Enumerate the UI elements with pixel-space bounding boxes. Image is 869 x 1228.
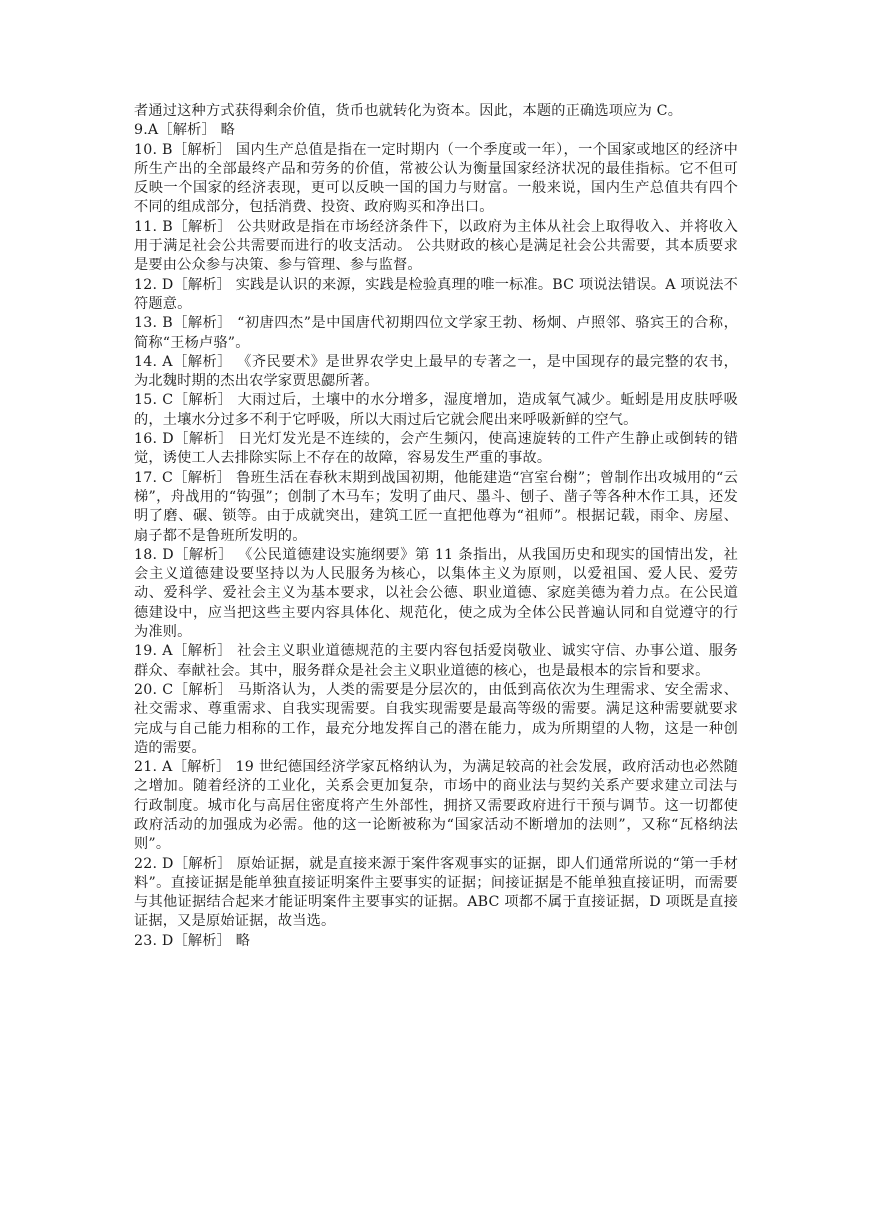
document-page	[134, 102, 738, 951]
answer-item-12: 12. D［解析］ 实践是认识的来源，实践是检验真理的唯一标准。BC 项说法错误。A 项说法不符题意。	[134, 276, 738, 312]
answer-item-10: 10. B［解析］ 国内生产总值是指在一定时期内（一个季度或一年），一个国家或地区的经济中所生产出的全部最终产品和劳务的价值，常被公认为衡量国家经济状况的最佳指标。它不但可反映一个国家的经济表现，更可以反映一国的国力与财富。一般来说，国内生产总值共有四个不同的组成部分，包括消费、投资、政府购买和净出口。	[134, 141, 738, 216]
answer-item-22: 22. D［解析］ 原始证据，就是直接来源于案件客观事实的证据，即人们通常所说的“第一手材料”。直接证据是能单独直接证明案件主要事实的证据；间接证据是不能单独直接证明，而需要与其他证据结合起来才能证明案件主要事实的证据。ABC 项都不属于直接证据，D 项既是直接证据，又是原始证据，故当选。	[134, 855, 738, 930]
answer-item-23: 23. D［解析］ 略	[134, 932, 251, 949]
answer-item-15: 15. C［解析］ 大雨过后，土壤中的水分增多，湿度增加，造成氧气减少。蚯蚓是用皮肤呼吸的，土壤水分过多不利于它呼吸，所以大雨过后它就会爬出来呼吸新鲜的空气。	[134, 392, 738, 428]
answer-item-21: 21. A［解析］ 19 世纪德国经济学家瓦格纳认为，为满足较高的社会发展，政府活动也必然随之增加。随着经济的工业化，关系会更加复杂，市场中的商业法与契约关系产要求建立司法与行政制度。城市化与高居住密度将产生外部性，拥挤又需要政府进行干预与调节。这一切都使政府活动的加强成为必需。他的这一论断被称为“国家活动不断增加的法则”，又称“瓦格纳法则”。	[134, 759, 738, 853]
answer-item-13: 13. B［解析］ “初唐四杰”是中国唐代初期四位文学家王勃、杨炯、卢照邻、骆宾王的合称，简称“王杨卢骆”。	[134, 315, 738, 351]
paragraph-continuation: 者通过这种方式获得剩余价值，货币也就转化为资本。因此，本题的正确选项应为 C。	[134, 103, 683, 119]
answer-item-17: 17. C［解析］ 鲁班生活在春秋末期到战国初期，他能建造“宫室台榭”；曾制作出攻城用的“云梯”，舟战用的“钩强”；创制了木马车；发明了曲尺、墨斗、刨子、凿子等各种木作工具，还发明了磨、碾、锁等。由于成就突出，建筑工匠一直把他尊为“祖师”。根据记载，雨伞、房屋、扇子都不是鲁班所发明的。	[134, 469, 738, 544]
answer-item-9: 9.A［解析］ 略	[134, 122, 236, 139]
answer-item-18: 18. D［解析］ 《公民道德建设实施纲要》第 11 条指出，从我国历史和现实的国情出发，社会主义道德建设要坚持以为人民服务为核心，以集体主义为原则，以爱祖国、爱人民、爱劳动、爱科学、爱社会主义为基本要求，以社会公德、职业道德、家庭美德为着力点。在公民道德建设中，应当把这些主要内容具体化、规范化，使之成为全体公民普遍认同和自觉遵守的行为准则。	[134, 546, 738, 641]
answer-item-16: 16. D［解析］ 日光灯发光是不连续的，会产生频闪，使高速旋转的工件产生静止或倒转的错觉，诱使工人去排除实际上不存在的故障，容易发生严重的事故。	[134, 431, 738, 467]
answer-item-14: 14. A［解析］ 《齐民要术》是世界农学史上最早的专著之一，是中国现存的最完整的农书，为北魏时期的杰出农学家贾思勰所著。	[134, 353, 738, 390]
answer-item-20: 20. C［解析］ 马斯洛认为，人类的需要是分层次的，由低到高依次为生理需求、安全需求、社交需求、尊重需求、自我实现需要。自我实现需要是最高等级的需要。满足这种需要就要求完成与自己能力相称的工作，最充分地发挥自己的潜在能力，成为所期望的人物，这是一种创造的需要。	[134, 681, 738, 756]
answer-item-19: 19. A［解析］ 社会主义职业道德规范的主要内容包括爱岗敬业、诚实守信、办事公道、服务群众、奉献社会。其中，服务群众是社会主义职业道德的核心，也是最根本的宗旨和要求。	[134, 643, 738, 679]
answer-item-11: 11. B［解析］ 公共财政是指在市场经济条件下，以政府为主体从社会上取得收入、并将收入用于满足社会公共需要而进行的收支活动。 公共财政的核心是满足社会公共需要，其本质要求是要由公众参与决策、参与管理、参与监督。	[134, 218, 738, 274]
